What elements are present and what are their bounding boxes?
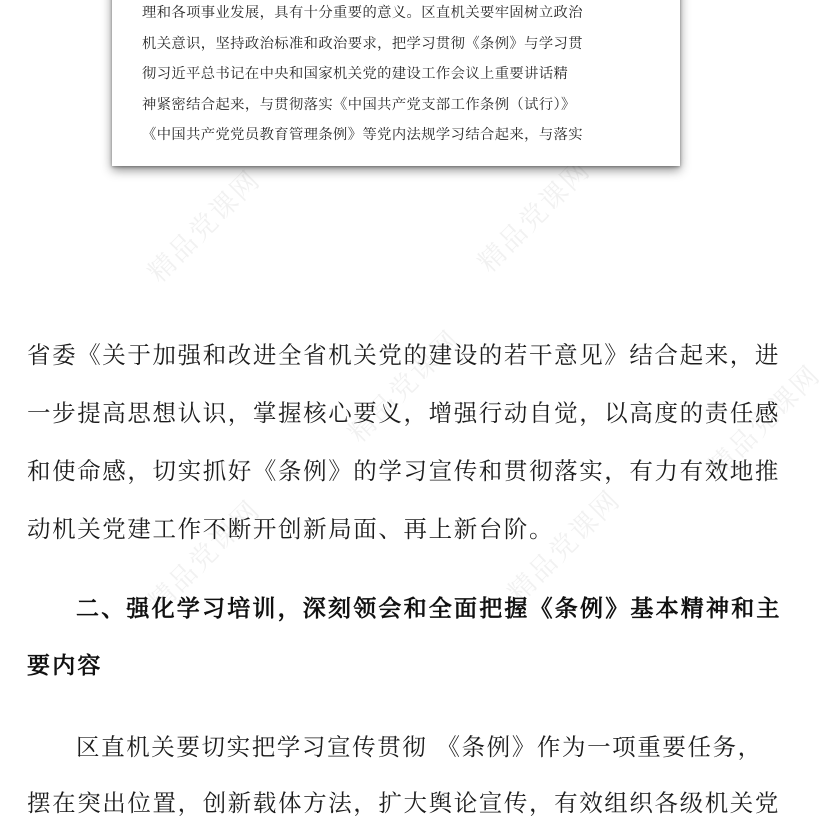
watermark-3: 精品党课网 — [342, 324, 467, 449]
watermark-2: 精品党课网 — [472, 154, 597, 279]
body-text-line: 摆在突出位置，创新载体方法，扩大舆论宣传，有效组织各级机关党 — [27, 789, 780, 817]
watermark-1: 精品党课网 — [142, 164, 267, 289]
preview-line: 《中国共产党党员教育管理条例》等党内法规学习结合起来，与落实 — [142, 127, 583, 143]
watermark-4: 精品党课网 — [142, 494, 267, 619]
body-text-line: 区直机关要切实把学习宣传贯彻 《条例》作为一项重要任务， — [76, 733, 763, 761]
body-text-line: 一步提高思想认识，掌握核心要义，增强行动自觉，以高度的责任感 — [27, 399, 780, 427]
body-text-line: 动机关党建工作不断开创新局面、再上新台阶。 — [27, 515, 555, 543]
section-heading: 要内容 — [27, 653, 103, 679]
watermark-5: 精品党课网 — [502, 484, 627, 609]
body-text-line: 和使命感，切实抓好《条例》的学习宣传和贯彻落实，有力有效地推 — [27, 457, 780, 485]
preview-line: 理和各项事业发展，具有十分重要的意义。区直机关要牢固树立政治 — [142, 5, 583, 21]
preview-line: 机关意识，坚持政治标准和政治要求，把学习贯彻《条例》与学习贯 — [142, 35, 583, 52]
document-preview-page — [112, 0, 680, 166]
section-heading: 二、强化学习培训，深刻领会和全面把握《条例》基本精神和主 — [76, 596, 782, 622]
preview-line: 彻习近平总书记在中央和国家机关党的建设工作会议上重要讲话精 — [142, 66, 569, 82]
preview-line: 神紧密结合起来，与贯彻落实《中国共产党支部工作条例（试行）》 — [142, 96, 576, 113]
body-text-line: 省委《关于加强和改进全省机关党的建设的若干意见》结合起来，进 — [27, 341, 780, 369]
watermark-6: 精品党课网 — [702, 359, 827, 484]
